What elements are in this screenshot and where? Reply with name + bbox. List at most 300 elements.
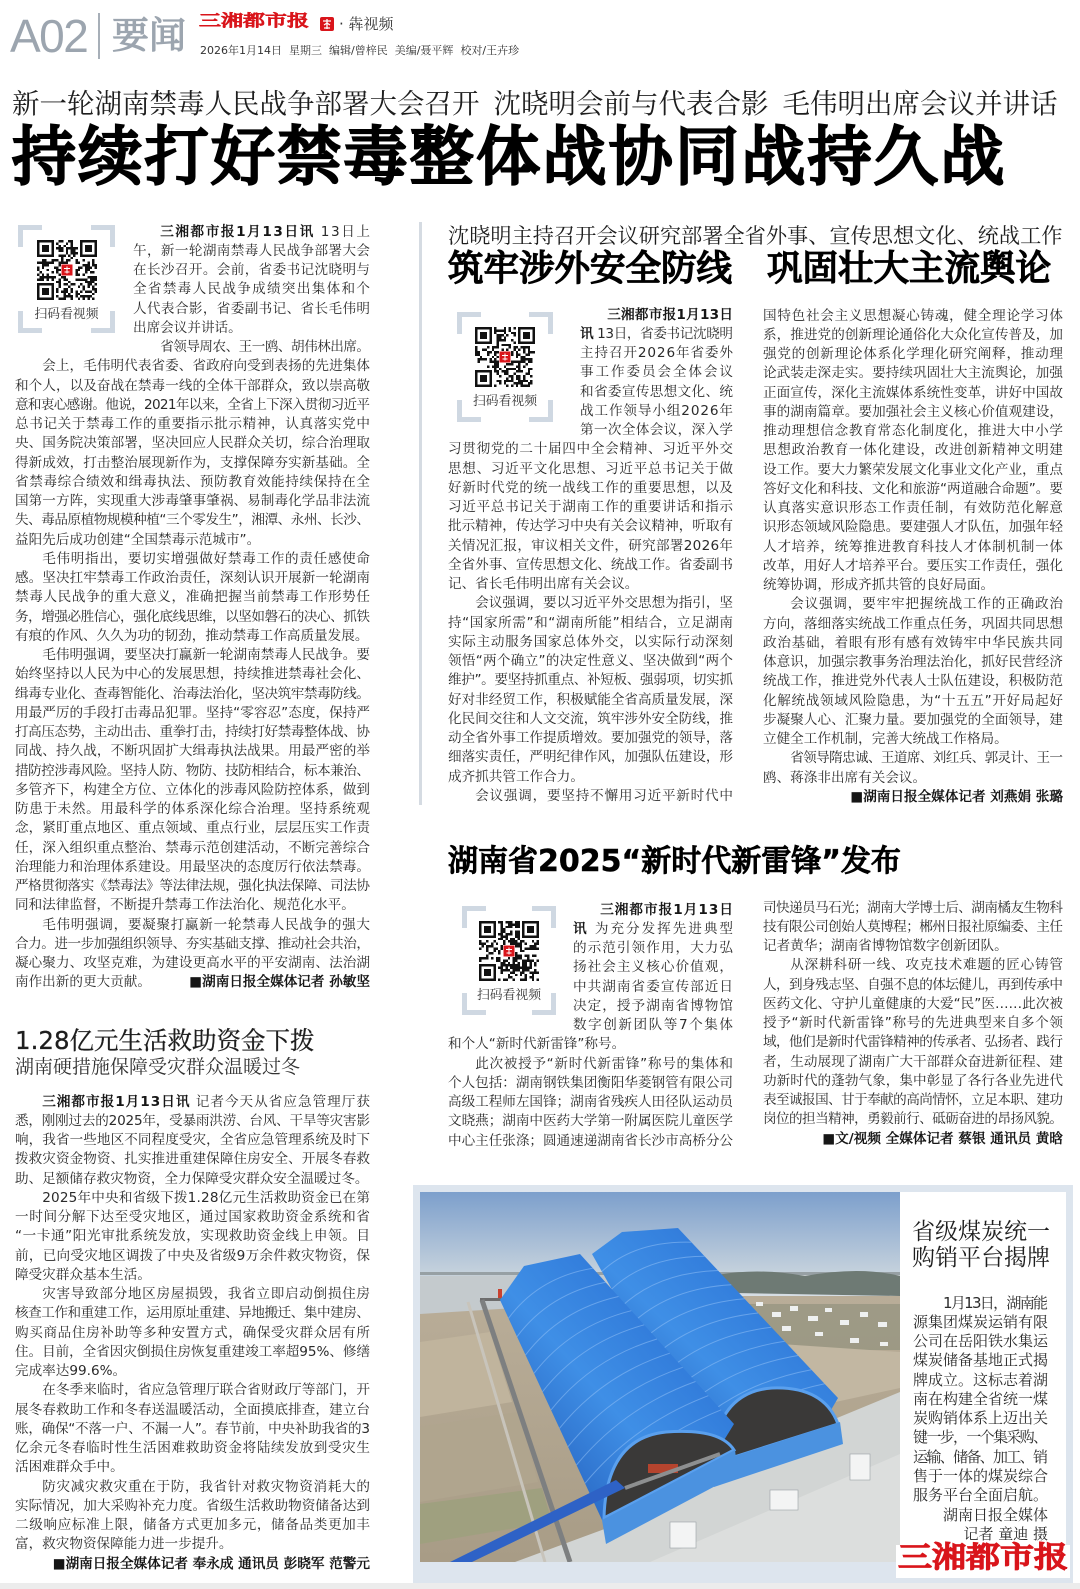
foreign-affairs-headline <box>448 249 1051 289</box>
line-text: 人才培养，统筹推进教育科技人才体制机制一体 <box>763 538 1064 555</box>
line-text: 始终坚持以人民为中心的发展思想，持续推进禁毒社会化、 <box>15 666 371 683</box>
text-line <box>448 575 733 594</box>
line-text: 好对非经贸工作，积极赋能全省高质量发展，深 <box>448 691 733 708</box>
text-line <box>15 1324 370 1343</box>
line-text: 表至诚报国、甘于奉献的高尚情怀，立足本职、建功 <box>763 1092 1063 1108</box>
line-text: 任，深入组织重点整治、禁毒示范创建活动，不断完善综合 <box>15 839 371 856</box>
line-text: 习近平总书记关于湖南工作的重要讲话和指示 <box>448 499 734 515</box>
text-line <box>15 569 370 588</box>
line-text: 识形态领域风险隐患。要建强人才队伍，加强年轻 <box>763 519 1064 536</box>
line-text: 论武装走深走实。要持续巩固壮大主流舆论，加强 <box>763 365 1064 382</box>
text-line <box>15 627 370 646</box>
line-text: 售于一体的煤炭综合 <box>913 1466 1048 1485</box>
line-text: 省领导隋忠诚、王道席、刘红兵、郭灵计、王一 <box>790 750 1063 767</box>
text-line <box>448 1055 733 1074</box>
photo-credit <box>913 1506 1048 1545</box>
line-text: 有痕的作风、久久为功的韧劲，推动禁毒工作高质量发展。 <box>15 627 369 644</box>
line-text: 主持召开2026年省委外 <box>580 345 734 361</box>
line-text <box>607 306 733 325</box>
text-line <box>913 1313 1048 1332</box>
text-line <box>763 730 1063 749</box>
text-line <box>913 1294 1048 1313</box>
line-text: 人，到身残志坚、自强不息的体坛健儿，再到传承中 <box>763 976 1063 993</box>
text-line <box>15 1131 370 1150</box>
text-line <box>448 460 733 479</box>
line-text: 打高压态势，主动出击、重拳打击，持续打好禁毒整体战、协 <box>15 724 370 741</box>
line-text: 岗位的担当精神，勇毅前行、砥砺奋进的昂扬风貌。 <box>763 1111 1063 1128</box>
text-line <box>15 280 370 299</box>
line-text: 和个人“新时代新雷锋”称号。 <box>448 1036 626 1053</box>
line-text: 化解统战领域风险隐患，为“十五五”开好局起好 <box>763 692 1064 709</box>
text-line <box>15 1266 370 1285</box>
line-text: 此次被授予“新时代新雷锋”称号的集体和 <box>475 1055 734 1072</box>
text-line <box>763 899 1063 918</box>
byline: ■湖南日报全媒体记者 孙敏坚 <box>189 974 370 991</box>
text-line <box>15 492 370 511</box>
line-text: 事的湖南篇章。要加强社会主义核心价值观建设， <box>763 403 1064 420</box>
paragraph <box>15 550 370 646</box>
byline: ■文/视频 全媒体记者 蔡银 通讯员 黄晗 <box>822 1130 1063 1147</box>
line-text: 政治基础，着眼有形有感有效铸牢中华民族共同 <box>763 634 1064 651</box>
text-line <box>448 306 733 325</box>
text-line <box>448 325 733 344</box>
kicker-part: 沈晓明会前与代表合影 <box>493 88 769 120</box>
text-line <box>763 307 1063 326</box>
paragraph <box>763 956 1063 1129</box>
page-bottom-edge <box>0 1583 1080 1589</box>
line-text: 障受灾群众基本生活。 <box>15 1266 151 1283</box>
text-line <box>15 1401 370 1420</box>
text-line <box>763 749 1063 768</box>
text-line <box>15 877 370 896</box>
paragraph <box>15 1478 370 1555</box>
line-text: 煤炭储备基地正式揭 <box>913 1351 1048 1370</box>
text-line <box>15 377 370 396</box>
text-line <box>448 729 733 748</box>
text-line <box>763 1072 1063 1091</box>
line-text: 关情况汇报，审议相关文件，研究部署2026年 <box>448 537 734 554</box>
line-text: 会议强调，要牢牢把握统战工作的正确政治 <box>790 596 1064 613</box>
paragraph <box>448 901 733 1055</box>
text-line <box>15 338 370 357</box>
line-text: 正面宣传，深化主流媒体系统性变革，讲好中国故 <box>763 384 1064 401</box>
lei-feng-column-2 <box>763 899 1063 1149</box>
line-text: 念，紧盯重点地区、重点领域、重点行业，层层压实工作责 <box>15 820 371 837</box>
text-line <box>763 1053 1063 1072</box>
line-text <box>160 223 371 242</box>
line-text: 务，增强必胜信心，强化底线思维，以坚如磐石的决心、抓铁 <box>15 608 370 625</box>
line-text: 实际主动服务国家总体外交，以实际行动深刻 <box>448 633 734 650</box>
title-line: 省级煤炭统一 <box>912 1219 1050 1245</box>
text-line <box>763 692 1063 711</box>
text-line <box>15 223 370 242</box>
text-line <box>448 479 733 498</box>
line-text: 措防控涉毒风险。坚持人防、物防、技防相结合，标本兼治、 <box>15 762 370 779</box>
dateline: 三湘都市报1月13日 <box>600 901 735 918</box>
photo-story-title <box>912 1219 1050 1271</box>
text-line <box>448 1132 733 1151</box>
editor-credit: 编辑/曾梓民 <box>329 44 388 57</box>
line-text: 思想、习近平文化思想、习近平总书记关于做 <box>448 460 734 477</box>
line-text: 前，已向受灾地区调拨了中央及省级9万余件救灾物资，保 <box>15 1247 371 1264</box>
credit-line: 湖南日报全媒体 <box>942 1505 1048 1524</box>
text-line <box>15 550 370 569</box>
text-line <box>15 973 370 992</box>
line-text: 1月13日，湖南能 <box>943 1293 1047 1312</box>
lead-headline: 持续打好禁毒整体战协同战持久战 <box>12 121 1007 195</box>
line-text: 悉，刚刚过去的2025年，受暴雨洪涝、台风、干旱等灾害影 <box>15 1112 370 1129</box>
line-text: 服务平台全面启航。 <box>913 1486 1048 1504</box>
qr-label: 扫码看视频 <box>34 307 99 322</box>
paragraph <box>763 307 1063 596</box>
line-text: 中心主任张涤；圆通速递湖南省长沙市高桥分公 <box>448 1132 733 1149</box>
paragraph <box>15 338 370 357</box>
line-text: 答好文化和科技、文化和旅游“两道融合命题”。要 <box>763 480 1064 497</box>
line-text: 实际情况，加大采购补充力度。省级生活救助物资储备达到 <box>15 1497 371 1514</box>
line-text: 动全省外事工作提质增效。要加强党的领导，落 <box>448 730 733 746</box>
line-text-rest: 为充分发挥先进典型 <box>588 920 735 937</box>
text-line <box>448 633 733 652</box>
line-text: 强党的创新理论体系化学理化研究阐释，推动理 <box>763 346 1064 362</box>
qr-label: 扫码看视频 <box>473 394 537 409</box>
text-line <box>763 937 1063 956</box>
text-line <box>913 1332 1048 1351</box>
line-text-rest: 记者今天从省应急管理厅获 <box>190 1093 371 1110</box>
line-text: 立健全工作机制，完善大统战工作格局。 <box>763 731 1008 747</box>
line-text: 严格贯彻落实《禁毒法》等法律法规，强化执法保障、司法协 <box>15 878 370 895</box>
line-text: 牌成立。这标志着湖 <box>913 1370 1048 1389</box>
line-text: 合力。进一步加强组织领导、夯实基础支撑、推动社会共治， <box>15 935 370 952</box>
text-line <box>763 956 1063 975</box>
line-text: 第一次全体会议，深入学 <box>580 422 734 438</box>
line-text: 会议强调，要以习近平外交思想为指引，坚 <box>475 595 733 612</box>
line-text: 拨救灾资金物资、扎实推进重建保障住房安全、开展冬春救 <box>15 1151 371 1168</box>
line-text: 运输、储备、加工、销 <box>913 1447 1047 1466</box>
paragraph <box>448 306 733 595</box>
text-line <box>913 1409 1048 1428</box>
text-line <box>15 1420 370 1439</box>
text-line <box>763 653 1063 672</box>
text-line <box>448 1074 733 1093</box>
paragraph <box>763 899 1063 957</box>
text-line <box>913 1448 1048 1467</box>
paragraph <box>15 357 370 550</box>
text-line <box>448 958 733 977</box>
paragraph <box>15 1285 370 1381</box>
line-text: 鸥、蒋涤非出席有关会议。 <box>763 769 927 786</box>
line-text: 高级工程师左国锋；湖南省残疾人田径队运动员 <box>448 1094 733 1110</box>
text-line <box>15 1343 370 1362</box>
line-text: 2025年中央和省级下拨1.28亿元生活救助资金已在第 <box>42 1189 371 1206</box>
line-text: 完成率达99.6%。 <box>15 1363 127 1379</box>
line-text: 习贯彻党的二十届四中全会精神、习近平外交 <box>448 441 734 458</box>
line-text: 全省外事、宣传思想文化、统战工作。省委副书 <box>448 556 733 573</box>
dateline: 三湘都市报1月13日讯 <box>42 1093 191 1110</box>
paragraph <box>763 749 1063 788</box>
byline: ■湖南日报全媒体记者 奉永成 通讯员 彭晓军 范警元 <box>52 1555 370 1572</box>
line-text: “一卡通”阳光审批系统发放，实现救助资金线上申领。目 <box>15 1228 371 1245</box>
text-line <box>448 363 733 382</box>
text-line <box>15 1247 370 1266</box>
line-text: 国特色社会主义思想凝心铸魂，健全理论学习体 <box>763 307 1064 324</box>
line-text: 源集团煤炭运销有限 <box>913 1312 1048 1331</box>
text-line <box>763 1033 1063 1052</box>
text-line <box>15 1208 370 1227</box>
text-line <box>15 1458 370 1477</box>
text-line <box>763 615 1063 634</box>
text-line <box>763 634 1063 653</box>
relief-article-body <box>15 1093 370 1574</box>
line-text: 授予“新时代新雷锋”称号的先进典型来自多个领 <box>763 1015 1064 1031</box>
line-text: 数字创新团队等7个集体 <box>573 1017 735 1033</box>
text-line <box>15 1285 370 1304</box>
line-text: 和个人，以及奋战在禁毒一线的全体干部群众，致以崇高敬 <box>15 377 371 394</box>
line-text: 账，确保“不落一户、不漏一人”。春节前，中央补助我省的3 <box>15 1420 370 1437</box>
text-line <box>15 319 370 338</box>
text-line <box>448 383 733 402</box>
text-line <box>448 1035 733 1054</box>
line-text: 同战、持久战，不断巩固扩大缉毒执法战果。用最严密的举 <box>15 743 371 760</box>
line-text: 和省委宣传思想文化、统 <box>580 383 734 400</box>
text-line <box>763 672 1063 691</box>
line-text: 医药文化、守护儿童健康的大爱“民”医……此次被 <box>763 995 1064 1012</box>
text-line <box>763 364 1063 383</box>
proofreader-credit: 校对/王卉珍 <box>460 44 520 57</box>
line-text: 思想政治教育一体化建设，改进创新精神文明建 <box>763 442 1064 459</box>
byline: ■湖南日报全媒体记者 刘燕娟 张璐 <box>850 788 1063 805</box>
line-text: 富，救灾物资保障能力进一步提升。 <box>15 1536 233 1553</box>
text-line <box>763 345 1063 364</box>
byline-text <box>53 1555 370 1574</box>
lead-kicker <box>12 89 1072 120</box>
coal-storage-base-photo <box>420 1192 900 1562</box>
line-text: 化民间交往和人文交流，筑牢涉外安全防线，推 <box>448 710 733 727</box>
text-line <box>913 1428 1048 1447</box>
line-text: 记、省长毛伟明出席有关会议。 <box>448 576 639 592</box>
line-text: 公司在岳阳铁水集运 <box>913 1332 1048 1350</box>
line-text: 防患于未然。用最科学的体系深化综合治理。坚持系统观 <box>15 801 371 818</box>
line-text-rest: 13日上 <box>314 223 372 240</box>
dateline: 讯 <box>573 920 589 937</box>
text-line <box>913 1371 1048 1390</box>
line-text: 毛伟明强调，要凝聚打赢新一轮禁毒人民战争的强大 <box>42 916 371 933</box>
dateline: 三湘都市报1月13日讯 <box>160 223 315 240</box>
text-line <box>448 1093 733 1112</box>
kicker-part: 毛伟明出席会议并讲话 <box>782 88 1058 120</box>
line-text <box>573 920 735 939</box>
line-text: 好新时代党的统一战线工作的重要思想，以及 <box>448 479 734 496</box>
text-line <box>15 954 370 973</box>
foreign-affairs-column-1 <box>448 306 733 807</box>
issue-info <box>200 44 526 58</box>
text-line <box>763 1110 1063 1129</box>
text-line <box>15 839 370 858</box>
text-line <box>15 646 370 665</box>
text-line <box>448 440 733 459</box>
line-text: 感。坚决扛牢禁毒工作政治责任，深刻认识开展新一轮湖南 <box>15 570 371 587</box>
column-divider <box>419 222 422 805</box>
text-line <box>763 480 1063 499</box>
line-text: 域，他们是新时代雷锋精神的传承者、弘扬者、践行 <box>763 1034 1063 1051</box>
text-line <box>913 1467 1048 1486</box>
text-line <box>763 918 1063 937</box>
text-line <box>15 511 370 530</box>
line-text: 方向，落细落实统战工作重点任务，巩固共同思想 <box>763 615 1064 632</box>
line-text: 多管齐下，构建全方位、立体化的涉毒风险防控体系，做到 <box>15 781 371 798</box>
text-line <box>15 531 370 550</box>
text-line <box>15 896 370 915</box>
line-text: 凝心聚力、攻坚克难，为建设更高水平的平安湖南、法治湖 <box>15 955 371 972</box>
text-line <box>15 935 370 954</box>
text-line <box>448 344 733 363</box>
line-text: 认真落实意识形态工作责任制，有效防范化解意 <box>763 500 1064 516</box>
line-text: 系，推进党的创新理论通俗化大众化宣传普及，加 <box>763 326 1064 343</box>
line-text: 中共湖南省委宣传部近日 <box>573 978 735 995</box>
text-line <box>448 997 733 1016</box>
text-line <box>15 742 370 761</box>
text-line <box>913 1351 1048 1370</box>
text-line <box>763 995 1063 1014</box>
line-text: 午，新一轮湖南禁毒人民战争部署大会 <box>133 242 371 259</box>
text-line <box>448 920 733 939</box>
line-text: 省领导周农、王一鸥、胡伟林出席。 <box>160 339 370 356</box>
line-text: 会议强调，要坚持不懈用习近平新时代中 <box>475 787 734 804</box>
paragraph <box>15 1093 370 1189</box>
qr-label: 扫码看视频 <box>477 988 541 1003</box>
footer-newspaper-logo: 三湘都市报 <box>898 1540 1068 1575</box>
text-line <box>15 704 370 723</box>
text-line <box>448 671 733 690</box>
line-text: 省禁毒综合绩效和缉毒执法、预防教育效能持续保持在全 <box>15 473 371 490</box>
relief-headline: 1.28亿元生活救助资金下拨 <box>15 1026 315 1055</box>
line-text: 防灾减灾救灾重在于防，我省针对救灾物资消耗大的 <box>42 1478 371 1495</box>
line-text: 二级响应标准上限，储备方式更加多元，储备品类更加丰 <box>15 1517 371 1533</box>
line-text: 禁毒人民战争的重大意义，准确把握当前禁毒工作形势任 <box>15 589 371 606</box>
text-line <box>15 858 370 877</box>
text-line <box>448 901 733 920</box>
line-text: 事工作委员会全体会议 <box>580 364 735 381</box>
section-name: 要闻 <box>112 14 186 57</box>
text-line <box>15 1150 370 1169</box>
text-line <box>763 557 1063 576</box>
line-text: 国第一方阵，实现重大涉毒肇事肇祸、易制毒化学品非法流 <box>15 493 371 510</box>
text-line <box>15 1535 370 1554</box>
text-line <box>448 402 733 421</box>
text-line <box>763 711 1063 730</box>
text-line <box>448 537 733 556</box>
line-text: 用最严厉的手段打击毒品犯罪。坚持“零容忍”态度，保持严 <box>15 704 371 721</box>
text-line <box>15 762 370 781</box>
text-line <box>448 594 733 613</box>
text-line <box>15 1189 370 1208</box>
text-line <box>15 434 370 453</box>
line-text: 统筹协调，形成齐抓共管的良好局面。 <box>763 577 995 593</box>
credit-line: 记者 童迪 摄 <box>963 1525 1048 1544</box>
line-text <box>42 1093 371 1112</box>
text-line <box>448 556 733 575</box>
text-line <box>15 1093 370 1112</box>
relief-subheadline: 湖南硬措施保障受灾群众温暖过冬 <box>15 1056 301 1078</box>
text-line <box>15 819 370 838</box>
text-line <box>913 1390 1048 1409</box>
line-text: 毛伟明强调，要坚决打赢新一轮湖南禁毒人民战争。要 <box>42 647 371 664</box>
line-text: 得新成效，打击整治展现新作为，支撑保障夯实新基础。全 <box>15 454 371 471</box>
line-text: 同和法律监督，不断提升禁毒工作法治化、规范化水平。 <box>15 897 355 914</box>
dateline: 三湘都市报1月13日 <box>607 306 734 323</box>
text-line <box>15 261 370 280</box>
paragraph <box>763 595 1063 749</box>
line-text: 灾害导致部分地区房屋损毁，我省立即启动倒损住房 <box>42 1286 371 1302</box>
line-text: 益阳先后成功创建“全国禁毒示范城市”。 <box>15 531 261 548</box>
line-text: 在长沙召开。会前，省委书记沈晓明与 <box>133 262 371 279</box>
text-line <box>763 595 1063 614</box>
byline-text <box>850 788 1063 807</box>
line-text: 缉毒专业化、查毒智能化、治毒法治化，坚决筑牢禁毒防线。 <box>15 685 370 702</box>
line-text: 南作出新的更大贡献。 <box>15 974 151 991</box>
art-editor-credit: 美编/聂平辉 <box>394 44 454 57</box>
line-text: 体意识，加强宗教事务治理法治化，抓好民营经济 <box>763 654 1064 670</box>
line-text: 购买商品住房补助等多种安置方式，确保受灾群众居有所 <box>15 1324 371 1341</box>
text-line <box>15 1304 370 1323</box>
text-line <box>763 1014 1063 1033</box>
line-text <box>600 901 734 920</box>
line-text: 南在构建全省统一煤 <box>913 1389 1048 1408</box>
text-line <box>15 1497 370 1516</box>
text-line <box>15 723 370 742</box>
line-text: 细落实责任，严明纪律作风，加强队伍建设，形 <box>448 749 733 766</box>
text-line <box>15 916 370 935</box>
text-line <box>15 300 370 319</box>
text-line <box>15 1478 370 1497</box>
video-app-name: · 犇视频 <box>339 15 394 33</box>
dateline: 讯 <box>580 325 594 342</box>
paragraph <box>448 594 733 787</box>
text-line <box>15 1227 370 1246</box>
line-text: 人代表合影，省委副书记、省长毛伟明 <box>133 300 371 317</box>
issue-weekday: 星期三 <box>289 44 322 57</box>
line-text: 批示精神，传达学习中央有关会议精神，听取有 <box>448 518 733 535</box>
line-text: 助、足额储存救灾物资，全力保障受灾群众安全温暖过冬。 <box>15 1170 369 1187</box>
text-line <box>763 576 1063 595</box>
paragraph <box>15 1381 370 1477</box>
line-text: 的示范引领作用，大力弘 <box>573 940 735 956</box>
text-line <box>448 768 733 787</box>
text-line <box>15 454 370 473</box>
foreign-affairs-column-2 <box>763 307 1063 808</box>
text-line <box>763 403 1063 422</box>
line-text: 意和衷心感谢。他说，2021年以来，全省上下深入贯彻习近平 <box>15 396 370 413</box>
line-text: 键一步，一个集采购、 <box>913 1428 1047 1447</box>
line-text: 出席会议并讲话。 <box>133 319 242 336</box>
text-line <box>448 939 733 958</box>
text-line <box>15 1439 370 1458</box>
text-line <box>763 441 1063 460</box>
text-line <box>763 422 1063 441</box>
lead-article-body <box>15 223 370 993</box>
text-line <box>15 1381 370 1400</box>
headline-part: 巩固壮大主流舆论 <box>767 248 1052 289</box>
line-text: 统战工作，推进党外代表人士队伍建设，积极防范 <box>763 673 1064 690</box>
text-line <box>913 1486 1048 1505</box>
paragraph <box>15 223 370 339</box>
line-text: 者，生动展现了湖南广大干部群众奋进新征程、建 <box>763 1053 1064 1070</box>
line-text: 功新时代的蓬勃气象，集中彰显了各行各业先进代 <box>763 1072 1064 1089</box>
text-line <box>448 787 733 806</box>
text-line <box>448 978 733 997</box>
text-line <box>763 976 1063 995</box>
line-text: 推动理想信念教育常态化制度化，推进大中小学 <box>763 423 1064 439</box>
line-text: 设工作。要大力繁荣发展文化事业文化产业，重点 <box>763 461 1064 478</box>
